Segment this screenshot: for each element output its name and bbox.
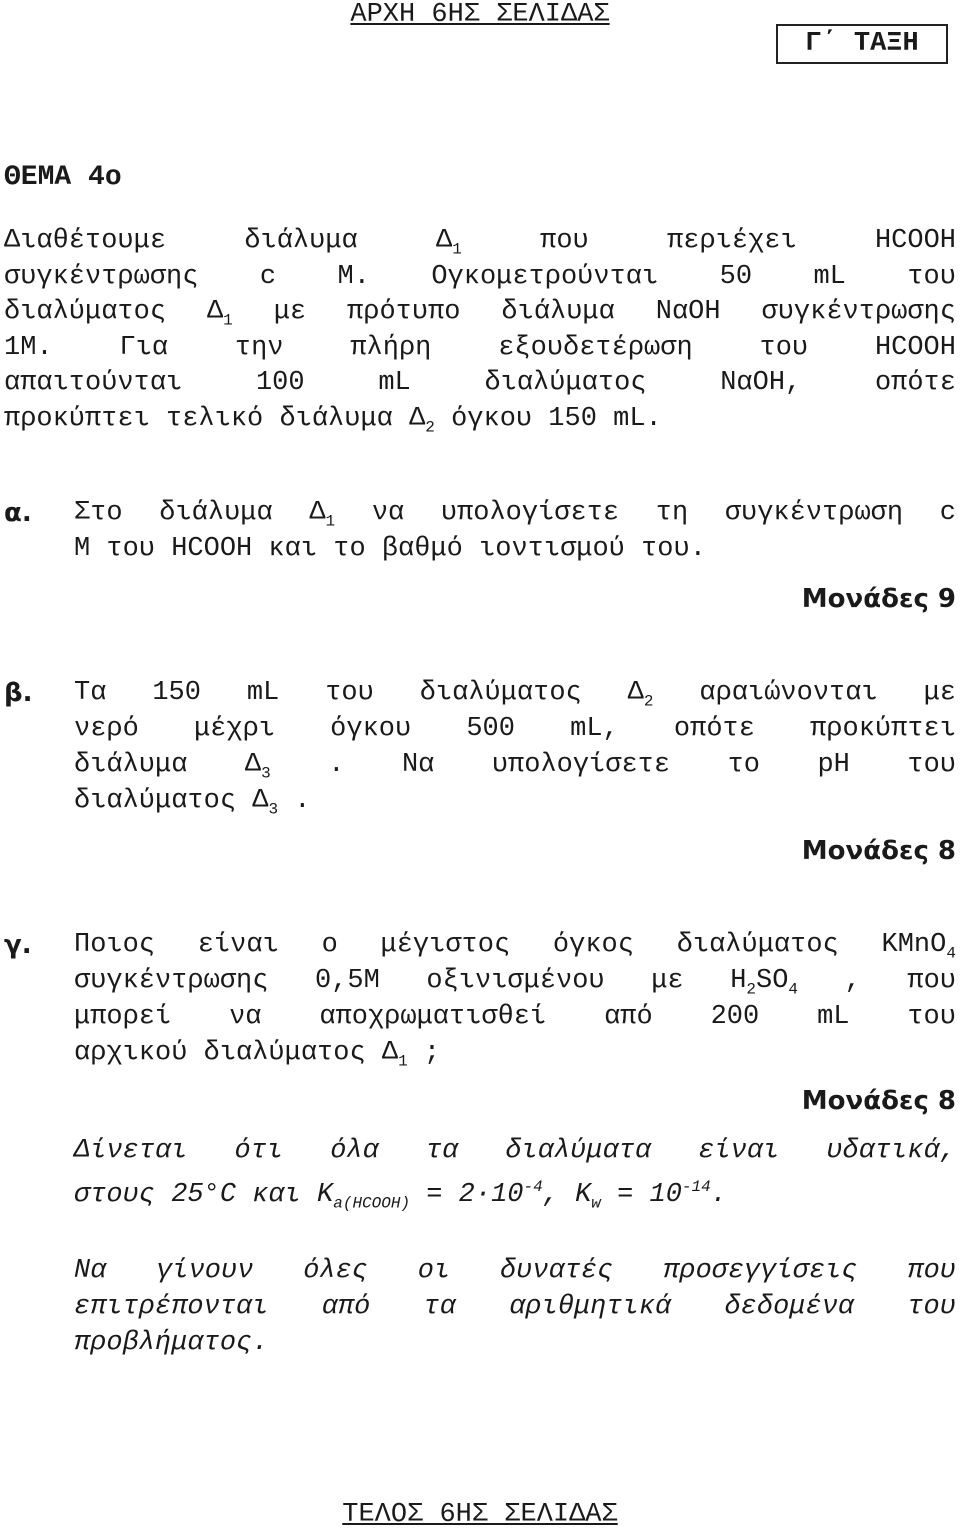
text-line: διάλυμα $\Delta_3$ . Να υπολογίσετε το pH του bbox=[74, 750, 956, 783]
text-line: Ποιος είναι ο μέγιστος όγκος διαλύματος KMnO$_4$ bbox=[74, 930, 956, 963]
text-line: στους 25°C και $K_{a(HCOOH)} = 2\cdot 10^{-4}$, $K_w = 10^{-14}$. bbox=[74, 1178, 727, 1213]
question-c-marks: Μονάδες 8 bbox=[801, 1086, 956, 1116]
question-b-marks: Μονάδες 8 bbox=[801, 836, 956, 866]
text-line: αρχικού διαλύματος $\Delta_1$ ; bbox=[74, 1038, 441, 1071]
text-line: απαιτούνται 100 mL διαλύματος NαOH, οπότε bbox=[4, 368, 956, 398]
topic-title: ΘΕΜΑ 4ο bbox=[4, 162, 122, 193]
text-line: επιτρέπονται από τα αριθμητικά δεδομένα του bbox=[74, 1292, 956, 1322]
page-header: ΑΡΧΗ 6ΗΣ ΣΕΛΙΔΑΣ bbox=[350, 0, 610, 30]
text-line: συγκέντρωσης 0,5M οξινισμένου με $H_2SO_4$ , που bbox=[74, 966, 956, 999]
text-line: Διαθέτουμε διάλυμα $\Delta_1$ που περιέχει HCOOH bbox=[4, 226, 956, 259]
text-line: Δίνεται ότι όλα τα διαλύματα είναι υδατικά, bbox=[74, 1136, 956, 1166]
question-c-label: γ. bbox=[4, 930, 32, 960]
text-line: νερό μέχρι όγκου 500 mL, οπότε προκύπτει bbox=[74, 714, 956, 744]
class-label-box: Γ΄ ΤΑΞΗ bbox=[776, 24, 948, 64]
text-line: Στο διάλυμα $\Delta_1$ να υπολογίσετε τη συγκέντρωση c bbox=[74, 498, 956, 531]
text-line: Να γίνουν όλες οι δυνατές προσεγγίσεις που bbox=[74, 1256, 956, 1286]
text-line: συγκέντρωσης c M. Ογκομετρούνται 50 mL του bbox=[4, 261, 956, 292]
text-line: προκύπτει τελικό διάλυμα $\Delta_2$ όγκου 150 mL. bbox=[4, 403, 662, 436]
page-footer: ΤΕΛΟΣ 6ΗΣ ΣΕΛΙΔΑΣ bbox=[342, 1500, 618, 1530]
question-a-label: α. bbox=[4, 498, 32, 528]
text-line: Τα 150 mL του διαλύματος $\Delta_2$ αραιώνονται με bbox=[74, 678, 956, 711]
text-line: μπορεί να αποχρωματισθεί από 200 mL του bbox=[74, 1002, 956, 1032]
text-line: 1M. Για την πλήρη εξουδετέρωση του HCOOH bbox=[4, 332, 956, 363]
text-line: διαλύματος $\Delta_3$ . bbox=[74, 786, 311, 819]
text-line: διαλύματος $\Delta_1$ με πρότυπο διάλυμα NαOH συγκέντρωσης bbox=[4, 297, 956, 330]
question-b-label: β. bbox=[4, 678, 33, 708]
text-line: προβλήματος. bbox=[74, 1328, 269, 1358]
text-line: M του HCOOH και το βαθμό ιοντισμού του. bbox=[74, 534, 706, 564]
question-a-marks: Μονάδες 9 bbox=[801, 584, 956, 614]
